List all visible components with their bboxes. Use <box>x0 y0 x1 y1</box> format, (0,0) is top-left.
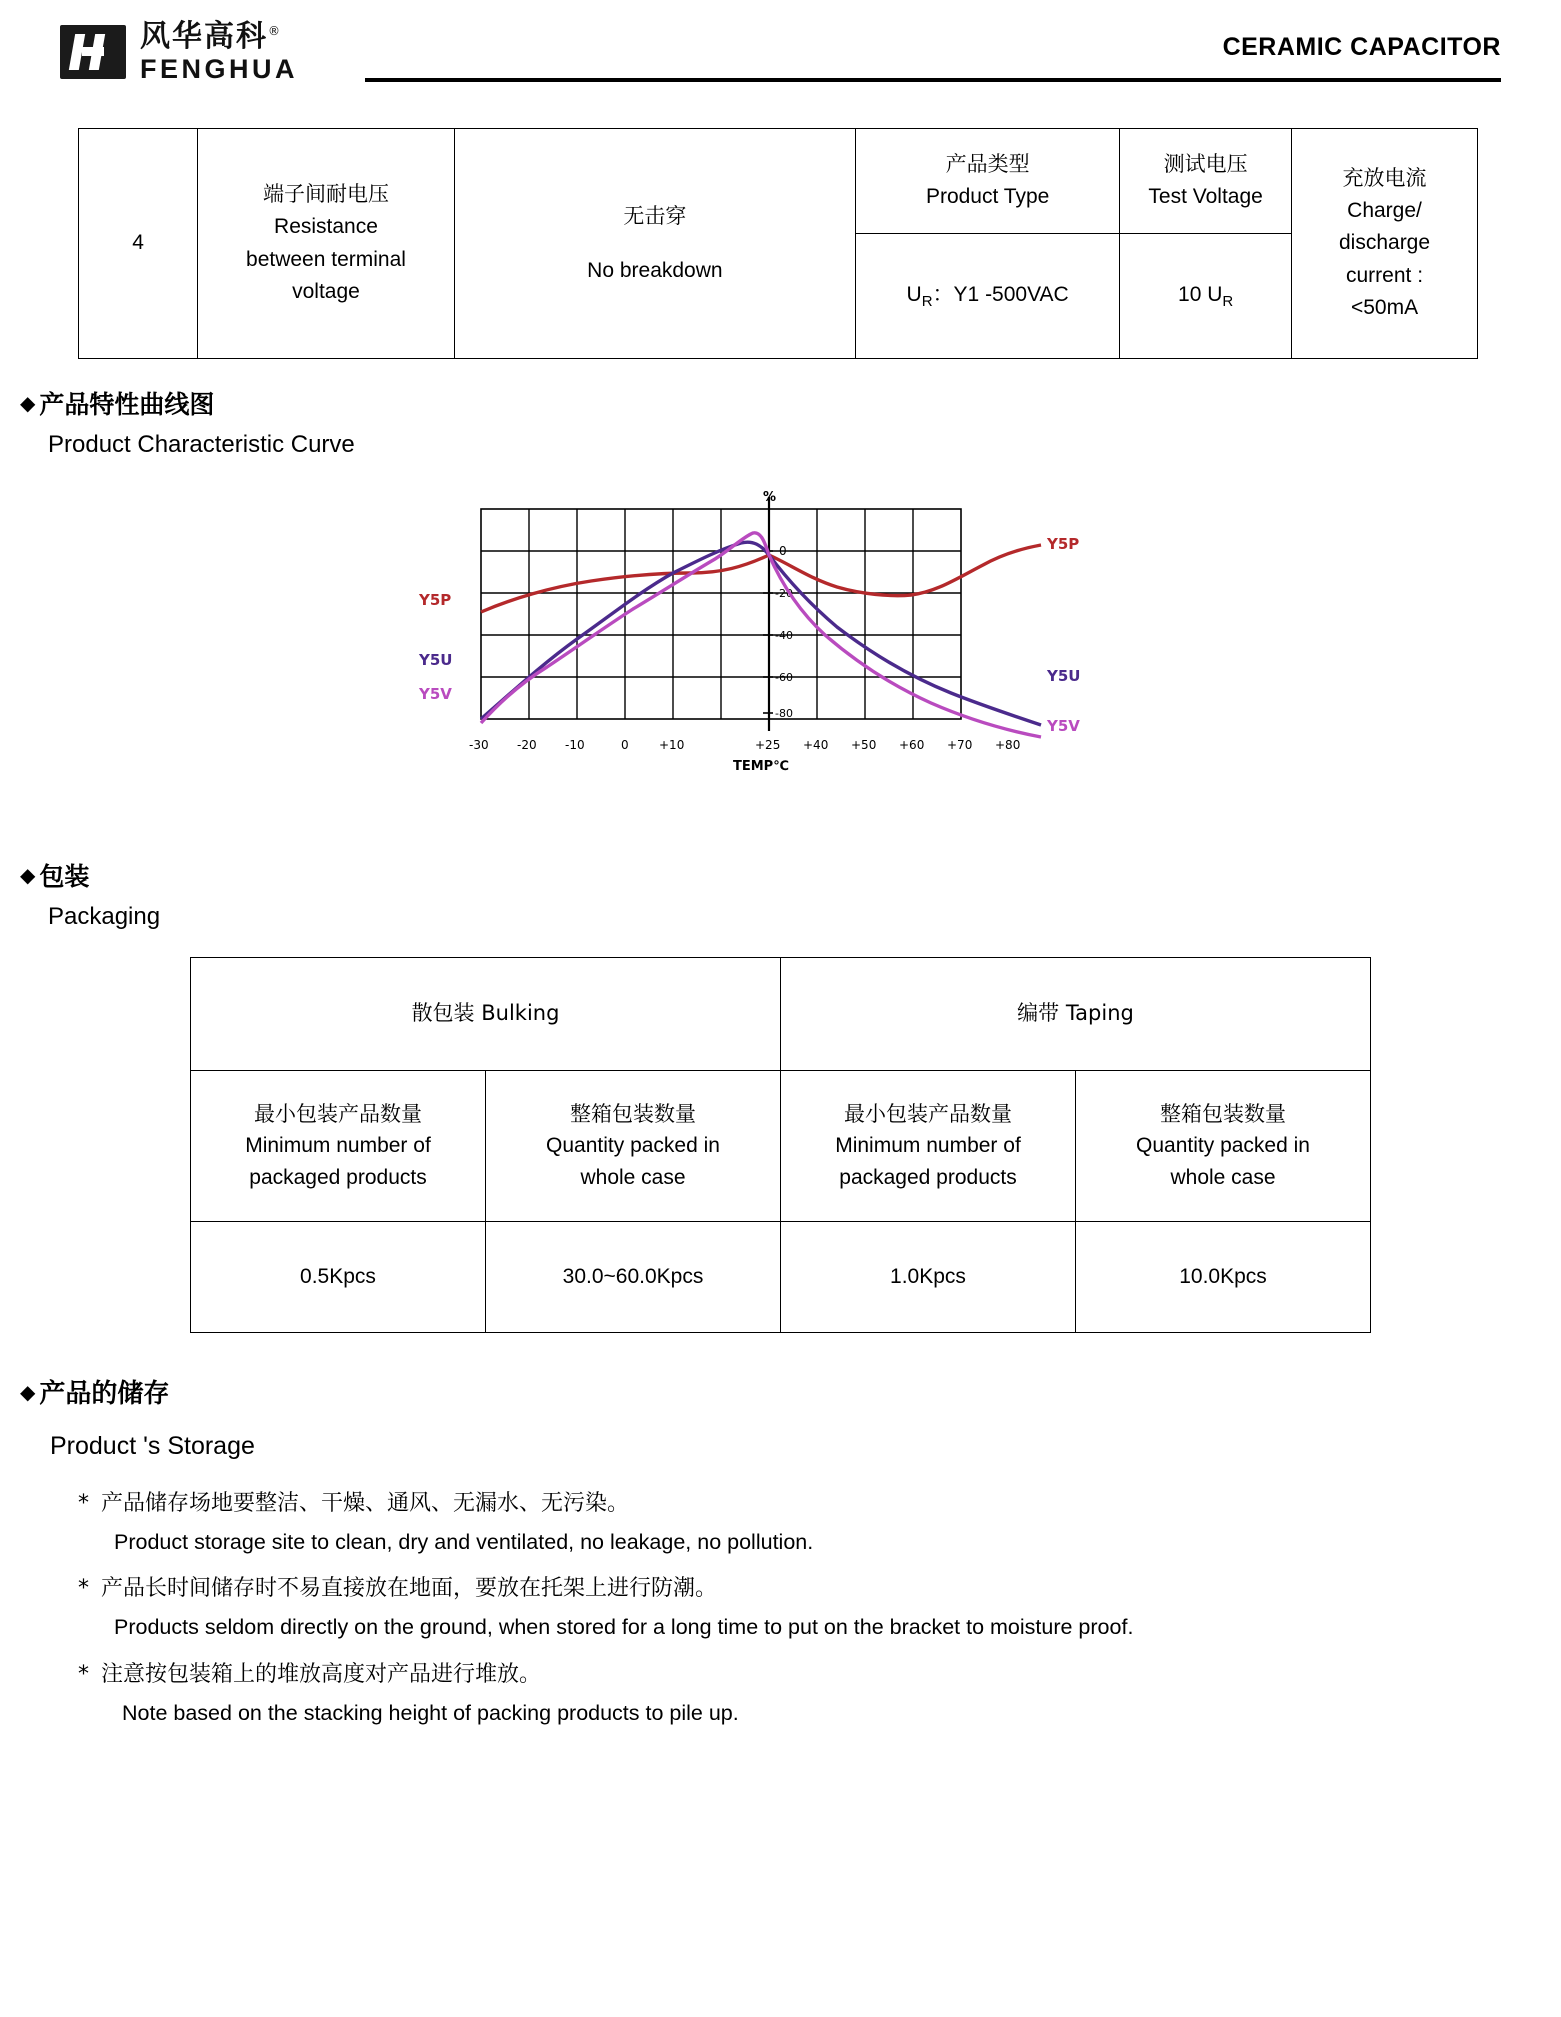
header-divider <box>365 78 1501 82</box>
spec-current-en-3: current : <box>1346 263 1424 287</box>
storage-note-en: Products seldom directly on the ground, when stored for a long time to put on the bracket to moisture proof. <box>114 1615 1134 1640</box>
spec-row-number: 4 <box>79 129 198 359</box>
storage-heading-cn: ◆ 产品的储存 <box>20 1379 170 1409</box>
spec-test-voltage-header <box>1120 129 1292 234</box>
svg-text:+70: +70 <box>946 738 972 752</box>
svg-text:-40: -40 <box>774 629 793 642</box>
table-row <box>191 1222 1371 1333</box>
characteristic-curve-chart <box>0 487 1561 817</box>
svg-text:-20: -20 <box>516 738 537 752</box>
packaging-group-taping: 编带 Taping <box>781 958 1371 1071</box>
svg-text:Y5P: Y5P <box>418 591 451 609</box>
spec-product-type-en: Product Type <box>925 185 1050 208</box>
spec-requirement-en: No breakdown <box>587 258 723 282</box>
brand-name-en: FENGHUA <box>140 53 298 84</box>
svg-text:+10: +10 <box>658 738 684 752</box>
spec-item-cn: 端子间耐电压 <box>262 182 389 207</box>
packaging-value-1: 0.5Kpcs <box>191 1222 486 1333</box>
list-item <box>78 1487 1561 1558</box>
spec-ur-rest: ：Y1 -500VAC <box>932 282 1069 306</box>
packaging-subheader-2: 整箱包装数量 Quantity packed in whole case <box>486 1071 781 1222</box>
storage-note-cn: * 产品长时间储存时不易直接放在地面，要放在托架上进行防潮。 <box>78 1572 1561 1605</box>
spec-requirement-cn: 无击穿 <box>623 203 687 228</box>
spec-item-en-2: between terminal <box>246 247 406 271</box>
svg-text:-80: -80 <box>774 707 793 720</box>
brand-name-cn: 风华高科® <box>140 18 282 54</box>
curve-heading-cn: ◆ 产品特性曲线图 <box>20 390 215 419</box>
packaging-section <box>0 857 1561 931</box>
spec-test-voltage-cn: 测试电压 <box>1163 152 1248 177</box>
packaging-heading-cn: ◆ 包装 <box>20 862 90 891</box>
packaging-value-2: 30.0~60.0Kpcs <box>486 1222 781 1333</box>
packaging-heading-en: Packaging <box>48 903 161 930</box>
svg-text:0: 0 <box>778 544 787 558</box>
diamond-bullet-icon: ◆ <box>20 391 36 415</box>
svg-text:%: % <box>762 490 776 505</box>
svg-text:Y5U: Y5U <box>418 651 452 669</box>
storage-heading-en: Product 's Storage <box>50 1432 255 1460</box>
storage-section <box>0 1373 1561 1729</box>
asterisk-bullet-icon: * <box>78 1576 89 1602</box>
storage-notes-list <box>20 1487 1561 1729</box>
table-row <box>79 129 1478 234</box>
spec-product-type-value <box>856 234 1120 359</box>
page-title: CERAMIC CAPACITOR <box>1222 32 1501 61</box>
list-item <box>78 1658 1561 1729</box>
svg-text:+80: +80 <box>994 738 1020 752</box>
fenghua-logo-icon <box>60 25 126 79</box>
spec-tv-prefix: 10 U <box>1178 282 1223 306</box>
header-title-block <box>1223 33 1513 72</box>
registered-mark: ® <box>268 23 282 38</box>
storage-note-en: Note based on the stacking height of packing products to pile up. <box>122 1700 739 1725</box>
svg-text:+25: +25 <box>754 738 780 752</box>
table-row <box>191 1071 1371 1222</box>
svg-text:-20: -20 <box>774 587 793 600</box>
spec-table <box>78 128 1478 359</box>
packaging-table <box>190 957 1371 1333</box>
svg-text:-10: -10 <box>564 738 585 752</box>
svg-text:Y5V: Y5V <box>1046 717 1080 735</box>
spec-current-en-2: discharge <box>1338 231 1431 255</box>
spec-current-cn: 充放电流 <box>1342 166 1427 191</box>
spec-current-cell <box>1292 129 1478 359</box>
storage-note-cn: * 产品储存场地要整洁、干燥、通风、无漏水、无污染。 <box>78 1487 1561 1520</box>
diamond-bullet-icon: ◆ <box>20 863 36 887</box>
brand-text <box>140 18 298 84</box>
svg-text:+60: +60 <box>898 738 924 752</box>
svg-text:Y5U: Y5U <box>1046 667 1080 685</box>
svg-text:0: 0 <box>620 738 629 752</box>
brand-logo <box>48 18 298 84</box>
storage-note-cn: * 注意按包装箱上的堆放高度对产品进行堆放。 <box>78 1658 1561 1691</box>
storage-note-en: Product storage site to clean, dry and ventilated, no leakage, no pollution. <box>114 1530 814 1554</box>
spec-ur-sub: R <box>921 292 933 310</box>
spec-item-cell <box>198 129 454 359</box>
svg-text:-30: -30 <box>468 738 489 752</box>
spec-product-type-cn: 产品类型 <box>945 152 1030 177</box>
packaging-subheader-4: 整箱包装数量 Quantity packed in whole case <box>1076 1071 1371 1222</box>
curve-svg <box>391 487 1171 817</box>
svg-text:TEMP℃: TEMP℃ <box>732 759 789 774</box>
curve-heading-en: Product Characteristic Curve <box>48 431 355 458</box>
spec-current-en-1: Charge/ <box>1347 198 1422 222</box>
table-row <box>191 958 1371 1071</box>
svg-text:Y5P: Y5P <box>1046 535 1079 553</box>
page-header <box>0 0 1561 104</box>
spec-requirement-cell <box>454 129 855 359</box>
packaging-value-4: 10.0Kpcs <box>1076 1222 1371 1333</box>
diamond-bullet-icon: ◆ <box>20 1379 36 1404</box>
packaging-value-3: 1.0Kpcs <box>781 1222 1076 1333</box>
spec-ur-prefix: U <box>906 282 922 306</box>
asterisk-bullet-icon: * <box>78 1491 89 1516</box>
svg-text:+50: +50 <box>850 738 876 752</box>
packaging-group-bulking: 散包装 Bulking <box>191 958 781 1071</box>
packaging-subheader-3: 最小包装产品数量 Minimum number of packaged products <box>781 1071 1076 1222</box>
spec-tv-sub: R <box>1222 292 1234 310</box>
spec-test-voltage-value <box>1120 234 1292 359</box>
svg-text:Y5V: Y5V <box>418 685 452 703</box>
curve-section <box>0 385 1561 459</box>
svg-text:+40: +40 <box>802 738 828 752</box>
spec-item-en-1: Resistance <box>274 214 378 238</box>
spec-item-en-3: voltage <box>292 280 360 304</box>
packaging-subheader-1: 最小包装产品数量 Minimum number of packaged products <box>191 1071 486 1222</box>
spec-test-voltage-en: Test Voltage <box>1148 185 1263 208</box>
asterisk-bullet-icon: * <box>78 1661 89 1687</box>
list-item <box>78 1572 1561 1643</box>
svg-text:-60: -60 <box>774 671 793 684</box>
spec-product-type-header <box>856 129 1120 234</box>
spec-current-value: <50mA <box>1350 296 1419 320</box>
